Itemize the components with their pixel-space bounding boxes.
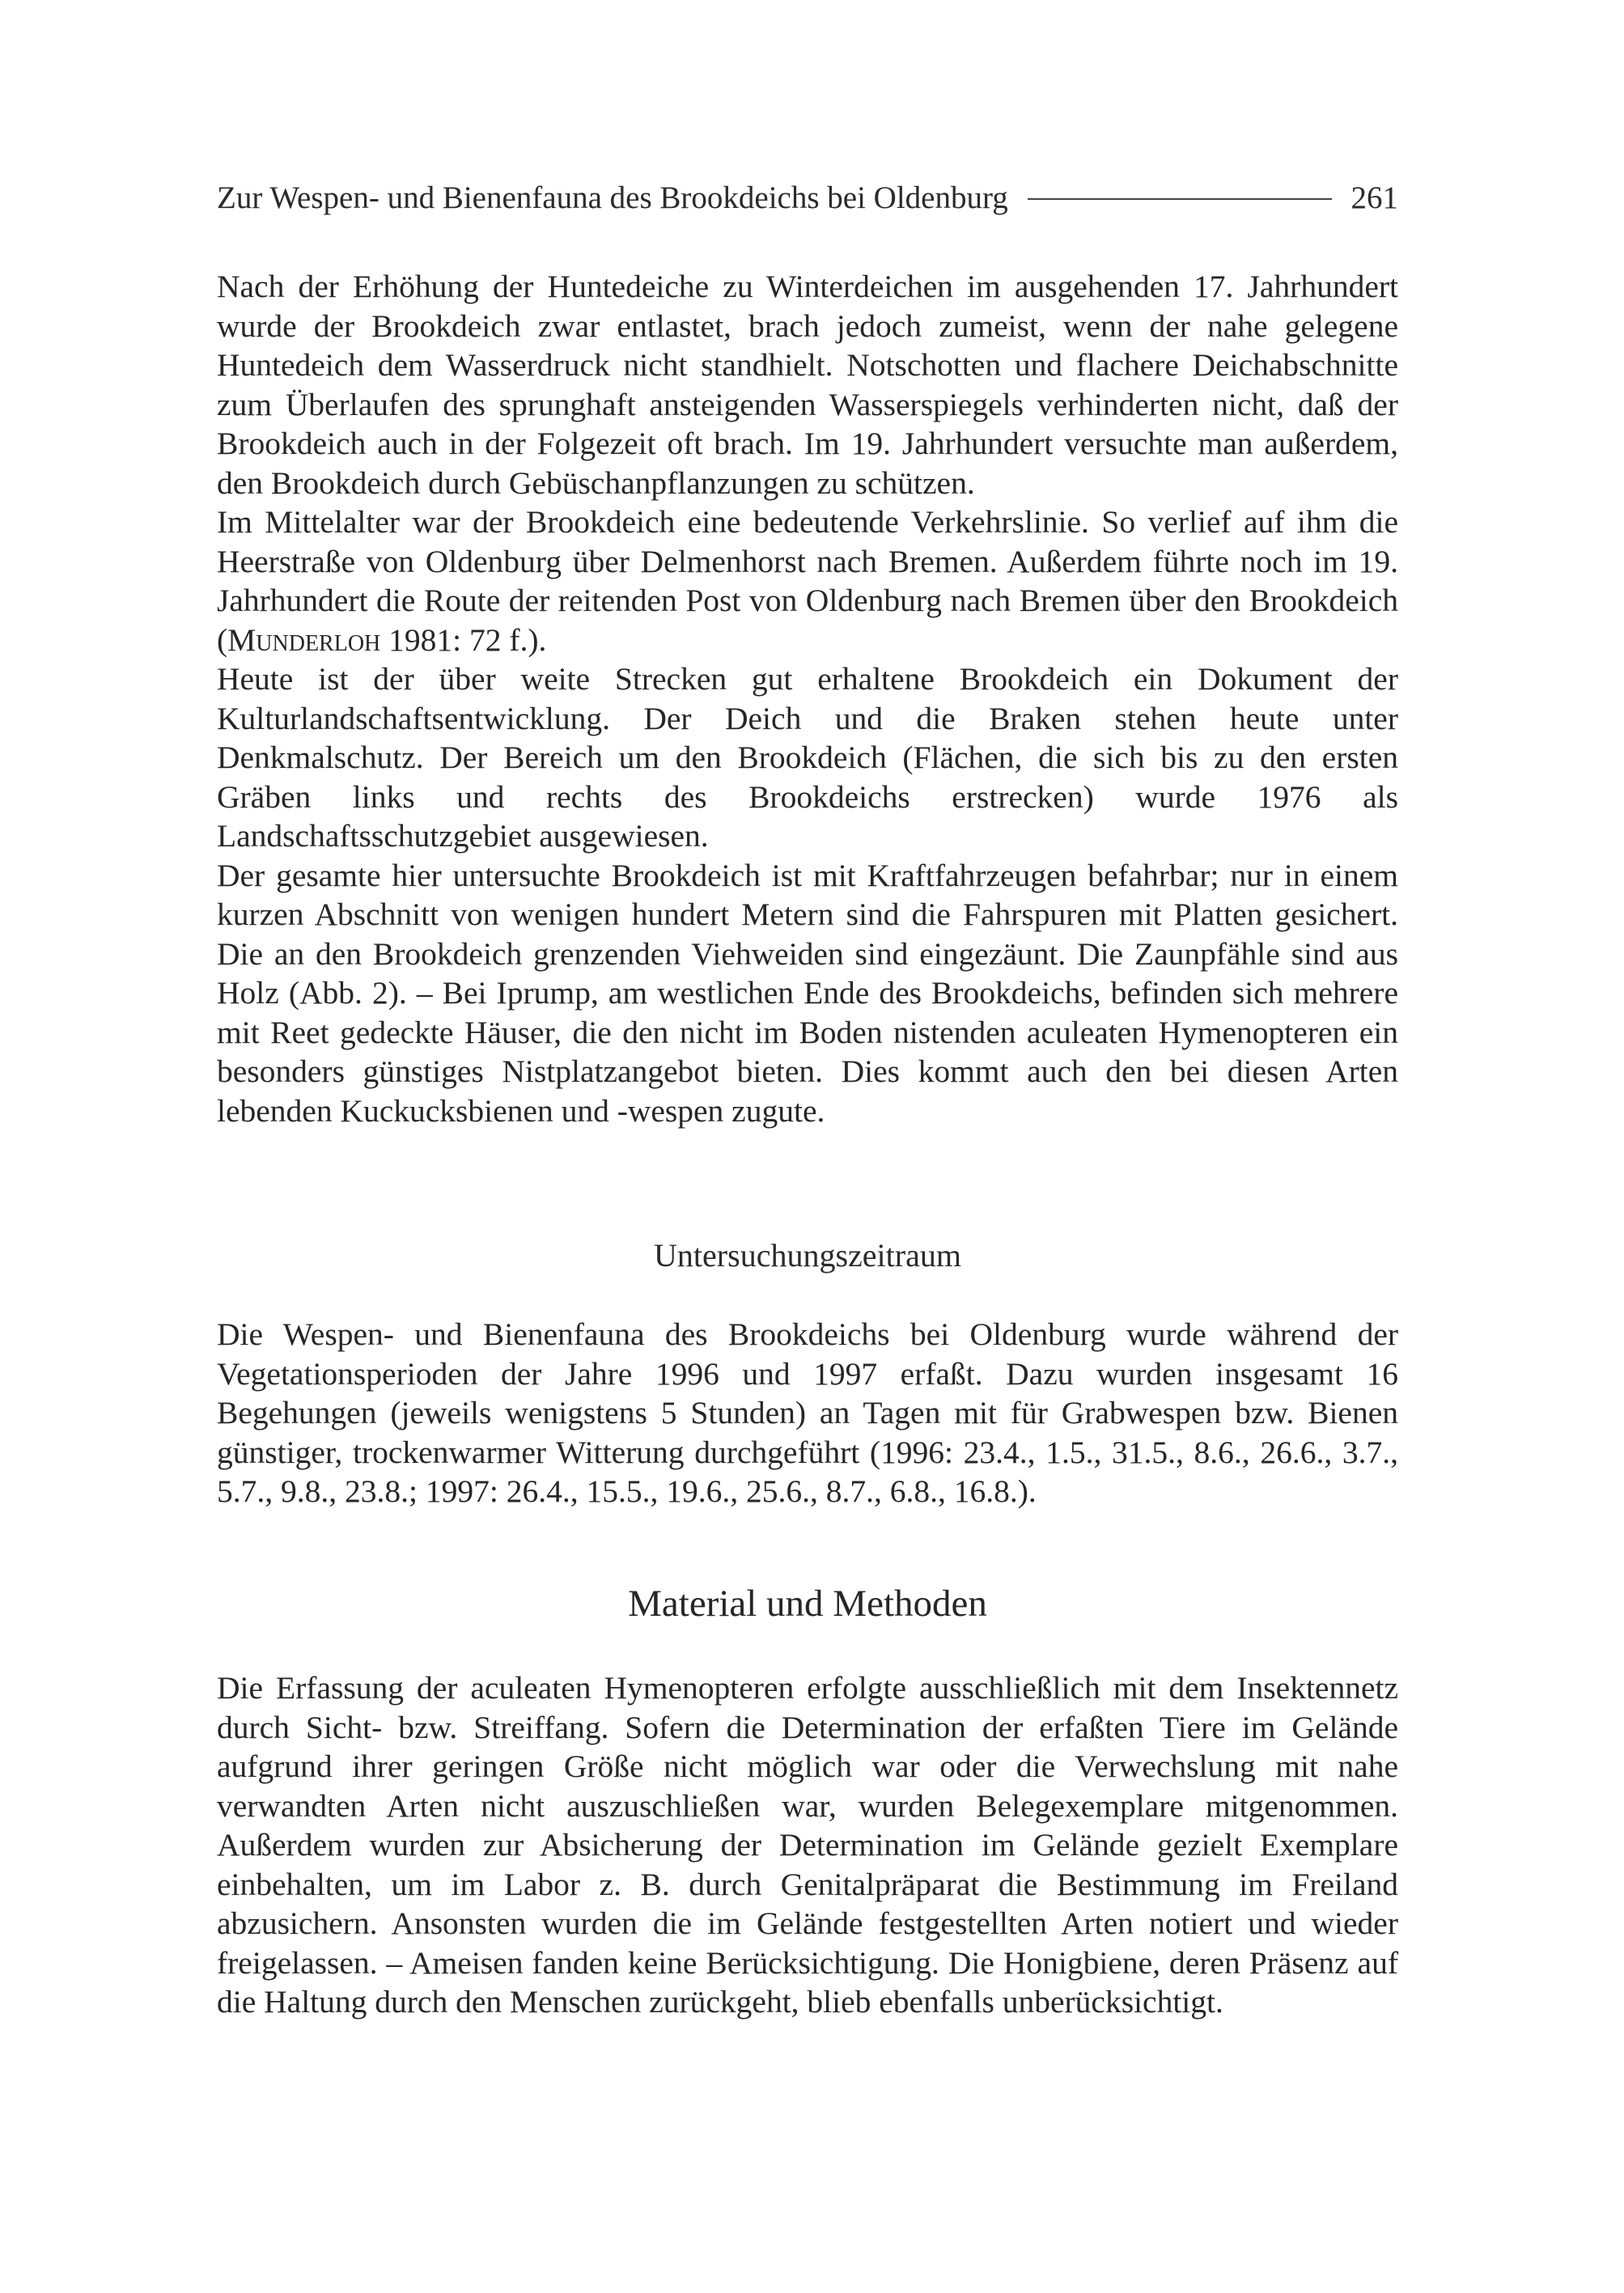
paragraph-survey-period: Die Wespen- und Bienenfauna des Brookdeichs bei Oldenburg wurde während der Vegetationsperioden der Jahre 1996 und 1997 erfaßt. Dazu wurden insgesamt 16 Begehungen (jeweils wenigstens 5 Stunden) an Tagen mit für Grabwespen bzw. Bienen günstiger, trockenwarmer Witterung durchgeführt (1996: 23.4., 1.5., 31.5., 8.6., 26.6., 3.7., 5.7., 9.8., 23.8.; 1997: 26.4., 15.5., 19.6., 25.6., 8.7., 6.8., 16.8.).	[217, 1316, 1398, 1509]
citation-author: Munderloh	[227, 621, 381, 658]
section-heading: Material und Methoden	[628, 1583, 987, 1625]
running-title: Zur Wespen- und Bienenfauna des Brookdeichs bei Oldenburg	[217, 180, 1008, 215]
page-number: 261	[1351, 180, 1398, 215]
paragraph-methods: Die Erfassung der aculeaten Hymenopteren erfolgte ausschließlich mit dem Insektennetz durch Sicht- bzw. Streiffang. Sofern die Determination der erfaßten Tiere im Gelände aufgrund ihrer geringen Größe nicht möglich war oder die Verwechslung mit nahe verwandten Arten nicht auszuschließen war, wurden Belegexemplare mitgenommen. Außerdem wurden zur Absicherung der Determination im Gelände gezielt Exemplare einbehalten, um im Labor z. B. durch Genitalpräparat die Bestimmung im Freiland abzusichern. Ansonsten wurden die im Gelände festgestellten Arten notiert und wieder freigelassen. – Ameisen fanden keine Berücksichtigung. Die Honigbiene, deren Präsenz auf die Haltung durch den Menschen zurückgeht, blieb ebenfalls unberücksichtigt.	[217, 1670, 1398, 2020]
paragraph-dike-access: Der gesamte hier untersuchte Brookdeich ist mit Kraftfahrzeugen befahrbar; nur in einem kurzen Abschnitt von wenigen hundert Metern sind die Fahrspuren mit Platten gesichert. Die an den Brookdeich grenzenden Viehweiden sind eingezäunt. Die Zaunpfähle sind aus Holz (Abb. 2). – Bei Iprump, am westlichen Ende des Brookdeichs, befinden sich mehrere mit Reet gedeckte Häuser, die den nicht im Boden nistenden aculeaten Hymenopteren ein besonders günstiges Nistplatzangebot bieten. Dies kommt auch den bei diesen Arten lebenden Kuckucksbienen und -wespen zugute.	[217, 857, 1398, 1129]
paragraph-monument-protection: Heute ist der über weite Strecken gut erhaltene Brookdeich ein Dokument der Kulturlandschaftsentwicklung. Der Deich und die Braken stehen heute unter Denkmalschutz. Der Bereich um den Brookdeich (Flächen, die sich bis zu den ersten Gräben links und rechts des Brookdeichs erstrecken) wurde 1976 als Landschaftsschutzgebiet ausgewiesen.	[217, 661, 1398, 854]
traffic-text: Im Mittelalter war der Brookdeich eine bedeutende Verkehrslinie. So verlief auf ihm die Heerstraße von Oldenburg über Delmenhorst nach Bremen. Außerdem führte noch im 19. Jahrhundert die Route der reitenden Post von Oldenburg nach Bremen über den Brookdeich (	[217, 504, 1398, 658]
header-rule	[1028, 198, 1332, 200]
methods-block	[217, 1668, 1398, 2022]
survey-period-block	[217, 1315, 1398, 1511]
intro-text-block	[217, 267, 1398, 1130]
citation-year: 1981: 72 f.).	[380, 621, 547, 658]
running-header	[217, 176, 1398, 218]
subsection-heading: Untersuchungszeitraum	[654, 1237, 961, 1274]
paragraph-traffic-route	[217, 502, 1398, 659]
paragraph-dike-history: Nach der Erhöhung der Huntedeiche zu Winterdeichen im ausgehenden 17. Jahrhundert wurde der Brookdeich zwar entlastet, brach jedoch zumeist, wenn der nahe gelegene Huntedeich dem Wasserdruck nicht standhielt. Notschotten und flachere Deichabschnitte zum Überlaufen des sprunghaft ansteigenden Wasserspiegels verhinderten nicht, daß der Brookdeich auch in der Folgezeit oft brach. Im 19. Jahrhundert versuchte man außerdem, den Brookdeich durch Gebüschanpflanzungen zu schützen.	[217, 269, 1398, 501]
